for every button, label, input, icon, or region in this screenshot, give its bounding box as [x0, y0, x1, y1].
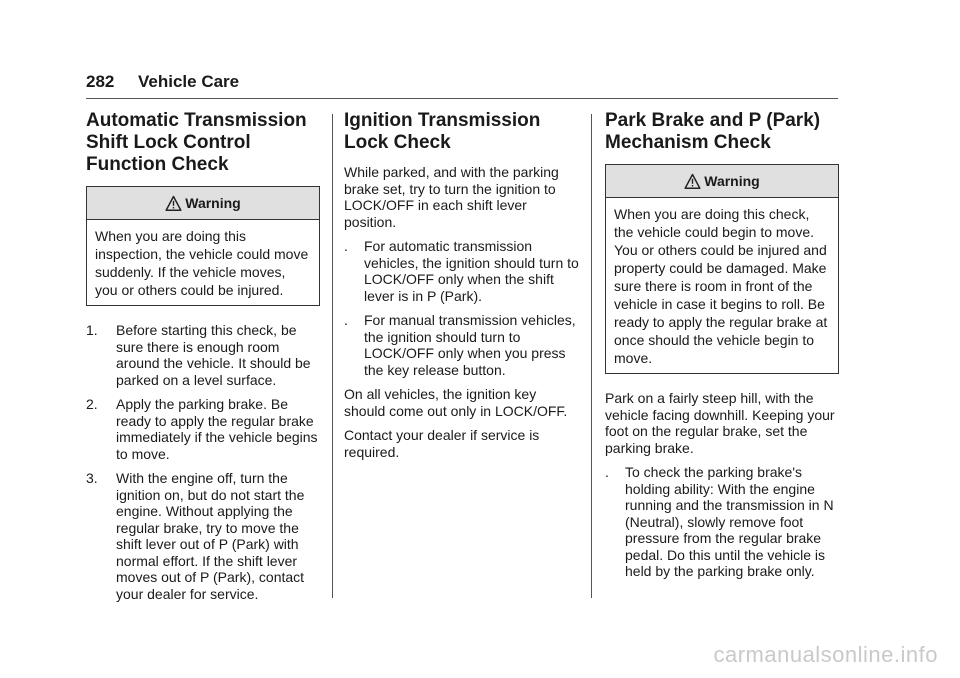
- step-item: 2. Apply the parking brake. Be ready to apply the regular brake immediately if the vehicle begins to move.: [86, 396, 318, 462]
- warning-box: [605, 164, 839, 374]
- heading-park-brake: Park Brake and P (Park) Mechanism Check: [605, 110, 821, 153]
- warning-icon: [165, 195, 182, 212]
- step-item: 1. Before starting this check, be sure there is enough room around the vehicle. It should be parked on a level surface.: [86, 322, 311, 388]
- bullet-item: . To check the parking brake's holding ability: With the engine running and the transmission in N (Neutral), slowly remove foot pressure from the regular brake pedal. Do this until the vehicle is held by the parking brake only.: [605, 464, 834, 579]
- column-divider-1: [332, 114, 333, 598]
- section-title: Vehicle Care: [138, 72, 240, 91]
- step-item: 3. With the engine off, turn the ignition on, but do not start the engine. Without applying the regular brake, try to move the shift lever out of P (Park) with normal effort. If the shift lever moves out of P (Park), contact your dealer for service.: [86, 470, 305, 602]
- paragraph-ignition-key: On all vehicles, the ignition key should come out only in LOCK/OFF.: [344, 386, 568, 419]
- warning-box: [86, 186, 320, 306]
- warning-label: Warning: [704, 173, 760, 189]
- watermark-text: carmanualsonline.info: [713, 642, 938, 667]
- warning-text: When you are doing this check, the vehicle could begin to move. You or others could be injured and property could be damaged. Make sure there is room in front of the vehicle in case it begins to roll. Be ready to apply the regular brake at once should the vehicle begin to move.: [614, 206, 828, 366]
- heading-ignition-lock: Ignition Transmission Lock Check: [344, 110, 541, 153]
- column-park-brake: [605, 110, 839, 588]
- warning-text: When you are doing this inspection, the vehicle could move suddenly. If the vehicle moves, you or others could be injured.: [95, 228, 309, 298]
- page-number: 282: [86, 72, 115, 91]
- bullet-item: . For manual transmission vehicles, the ignition should turn to LOCK/OFF only when you press the key release button.: [344, 312, 576, 378]
- intro-paragraph: While parked, and with the parking brake set, try to turn the ignition to LOCK/OFF in each shift lever position.: [344, 164, 559, 230]
- column-divider-2: [591, 114, 592, 598]
- paragraph-contact-dealer: Contact your dealer if service is required.: [344, 427, 540, 460]
- heading-shift-lock: Automatic Transmission Shift Lock Control Function Check: [86, 110, 307, 175]
- page-header: [86, 72, 239, 92]
- warning-header: [606, 165, 838, 198]
- warning-label: Warning: [185, 195, 241, 211]
- warning-icon: [684, 173, 701, 190]
- warning-header: [87, 187, 319, 220]
- header-rule: [86, 98, 838, 99]
- column-shift-lock: [86, 110, 320, 610]
- bullet-item: . For automatic transmission vehicles, the ignition should turn to LOCK/OFF only when the shift lever is in P (Park).: [344, 238, 579, 304]
- column-ignition-lock: [344, 110, 580, 468]
- intro-paragraph: Park on a fairly steep hill, with the vehicle facing downhill. Keeping your foot on the regular brake, set the parking brake.: [605, 390, 835, 456]
